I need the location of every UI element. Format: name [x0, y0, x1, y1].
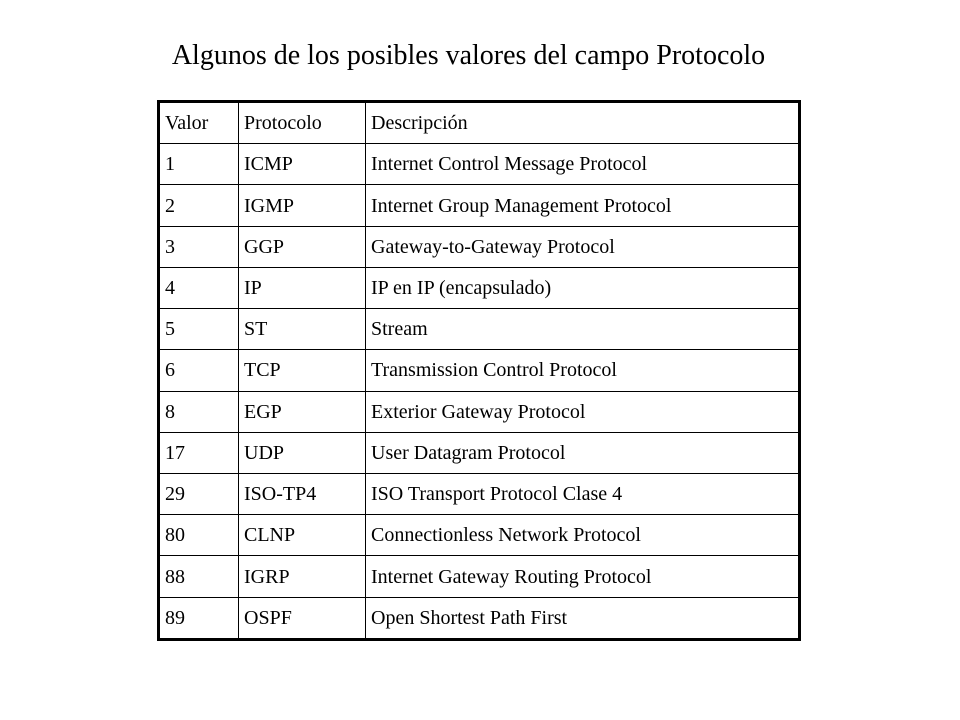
- cell-valor: 4: [160, 267, 239, 308]
- cell-protocolo: IP: [239, 267, 366, 308]
- page-title: Algunos de los posibles valores del campo Protocolo: [171, 40, 766, 71]
- protocol-table-body: [160, 103, 799, 639]
- cell-valor: 89: [160, 597, 239, 638]
- cell-descripcion: Internet Control Message Protocol: [366, 144, 799, 185]
- cell-descripcion: Exterior Gateway Protocol: [366, 391, 799, 432]
- protocol-table-frame: [157, 100, 801, 641]
- table-row: [160, 432, 799, 473]
- cell-descripcion: User Datagram Protocol: [366, 432, 799, 473]
- table-row: [160, 350, 799, 391]
- cell-valor: 1: [160, 144, 239, 185]
- cell-protocolo: IGMP: [239, 185, 366, 226]
- cell-descripcion: IP en IP (encapsulado): [366, 267, 799, 308]
- table-row: [160, 515, 799, 556]
- cell-protocolo: EGP: [239, 391, 366, 432]
- cell-descripcion: Transmission Control Protocol: [366, 350, 799, 391]
- cell-descripcion: ISO Transport Protocol Clase 4: [366, 473, 799, 514]
- protocol-table: [159, 102, 799, 639]
- table-row: [160, 144, 799, 185]
- cell-protocolo: OSPF: [239, 597, 366, 638]
- cell-descripcion: Stream: [366, 309, 799, 350]
- cell-valor: 3: [160, 226, 239, 267]
- table-row: [160, 597, 799, 638]
- cell-descripcion: Internet Group Management Protocol: [366, 185, 799, 226]
- header-valor: Valor: [160, 103, 239, 144]
- cell-valor: 8: [160, 391, 239, 432]
- cell-protocolo: CLNP: [239, 515, 366, 556]
- table-row: [160, 391, 799, 432]
- cell-protocolo: TCP: [239, 350, 366, 391]
- table-row: [160, 185, 799, 226]
- cell-descripcion: Connectionless Network Protocol: [366, 515, 799, 556]
- table-row: [160, 267, 799, 308]
- cell-protocolo: ISO-TP4: [239, 473, 366, 514]
- table-row: [160, 556, 799, 597]
- cell-descripcion: Internet Gateway Routing Protocol: [366, 556, 799, 597]
- cell-protocolo: ICMP: [239, 144, 366, 185]
- table-header-row: [160, 103, 799, 144]
- table-row: [160, 226, 799, 267]
- cell-valor: 29: [160, 473, 239, 514]
- table-row: [160, 473, 799, 514]
- cell-protocolo: UDP: [239, 432, 366, 473]
- cell-descripcion: Open Shortest Path First: [366, 597, 799, 638]
- cell-protocolo: GGP: [239, 226, 366, 267]
- header-descripcion: Descripción: [366, 103, 799, 144]
- cell-valor: 80: [160, 515, 239, 556]
- cell-valor: 5: [160, 309, 239, 350]
- cell-protocolo: ST: [239, 309, 366, 350]
- table-row: [160, 309, 799, 350]
- header-protocolo: Protocolo: [239, 103, 366, 144]
- cell-valor: 2: [160, 185, 239, 226]
- cell-valor: 88: [160, 556, 239, 597]
- cell-valor: 6: [160, 350, 239, 391]
- cell-valor: 17: [160, 432, 239, 473]
- cell-descripcion: Gateway-to-Gateway Protocol: [366, 226, 799, 267]
- cell-protocolo: IGRP: [239, 556, 366, 597]
